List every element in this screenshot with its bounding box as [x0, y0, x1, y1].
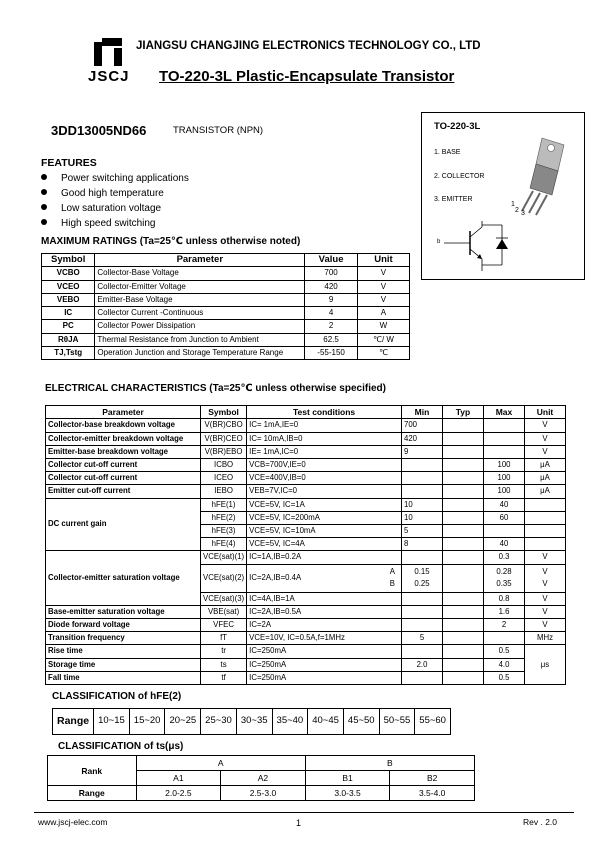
classification-ts-heading: CLASSIFICATION of ts(μs): [58, 741, 184, 752]
transistor-symbol-icon: [442, 221, 552, 273]
table-row: Collector-base breakdown voltage V(BR)CBO IC= 1mA,IE=0 700 V: [46, 419, 566, 432]
table-row: VCE(sat)(3) IC=4A,IB=1A 0.8 V: [46, 592, 566, 605]
pin-number-3: 3: [521, 210, 525, 217]
table-row: TJ,Tstg Operation Junction and Storage Temperature Range -55-150 ℃: [42, 347, 410, 360]
table-row: Collector-emitter breakdown voltage V(BR)CEO IC= 10mA,IB=0 420 V: [46, 432, 566, 445]
base-terminal-label: b: [437, 239, 441, 245]
footer-url: www.jscj-elec.com: [38, 817, 108, 827]
part-number: 3DD13005ND66: [51, 123, 147, 138]
table-row: Storage time ts IC=250mA 2.0 4.0: [46, 658, 566, 671]
pin-collector: 2. COLLECTOR: [434, 173, 485, 180]
table-row: Collector cut-off current ICEO VCE=400V,IB=0 100 μA: [46, 472, 566, 485]
table-row: PC Collector Power Dissipation 2 W: [42, 320, 410, 333]
pin-emitter: 3. EMITTER: [434, 196, 473, 203]
table-row: Transition frequency fT VCE=10V, IC=0.5A,f=1MHz 5 MHz: [46, 632, 566, 645]
footer-revision: Rev . 2.0: [523, 817, 558, 827]
feature-item: High speed switching: [41, 218, 156, 229]
table-row: Emitter cut-off current IEBO VEB=7V,IC=0 100 μA: [46, 485, 566, 498]
company-logo: [88, 40, 130, 90]
table-row: Base-emitter saturation voltage VBE(sat) IC=2A,IB=0.5A 1.6 V: [46, 605, 566, 618]
electrical-heading: ELECTRICAL CHARACTERISTICS (Ta=25℃ unless otherwise specified): [45, 383, 386, 394]
package-drawing-icon: [502, 133, 582, 223]
table-row: VEBO Emitter-Base Voltage 9 V: [42, 293, 410, 306]
table-row: Rise time tr IC=250mA 0.5 μs: [46, 645, 566, 658]
feature-item: Power switching applications: [41, 173, 189, 184]
part-type: TRANSISTOR (NPN): [173, 125, 264, 136]
table-row: RθJA Thermal Resistance from Junction to Ambient 62.5 ℃/ W: [42, 333, 410, 346]
table-row: A1 A2 B1 B2: [48, 771, 475, 786]
table-row: Collector-emitter saturation voltage VCE(sat)(1) IC=1A,IB=0.2A 0.3 V: [46, 551, 566, 564]
feature-item: Low saturation voltage: [41, 203, 161, 214]
electrical-table: Parameter Symbol Test conditions Min Typ Max Unit Collector-base breakdown voltage V(BR)CBO IC= 1mA,IE=0 700 V Collector-emitter breakdown voltage V(BR)CEO IC= 10mA,IB=0 420 V Emitter-base breakdown voltage V(BR)EBO IE= 1mA,IC=0 9 V Collector cut-off current ICBO VCB=700V,IE=0 100 μA Collector cut-off current ICEO VCE=400V,IB=0 100 μA Emitter cut-off current IEBO VEB=7V,IC=0 100 μA DC current gain hFE(1) VCE=5V, IC=1A 10 40 hFE(2) VCE=5V, IC=200mA 10 60 hFE(3) VCE=5V, IC=10mA 5 hFE(4) VCE=5V, IC=4A 8 40 Collector-emitter saturation voltage VCE(sat)(1) IC=1A,IB=0.2A 0.3 V VCE(sat)(2) IC=2A,IB=0.4A A B 0.15 0.25 0.28 0.35 V V VCE(sat)(3) IC=4A,IB=1A 0.8 V Base-emitter saturation voltage VBE(sat) IC=2A,IB=0.5A 1.6 V Diode forward voltage VFEC IC=2A 2 V Transition frequency fT VCE=10V, IC=0.5A,f=1MHz 5 MHz Rise time tr IC=250mA 0.5 μs Storage time ts IC=250mA 2.0 4.0 Fall time tf IC=250mA 0.5: [45, 405, 566, 685]
classification-ts-table: [47, 755, 475, 801]
package-title: TO-220-3L: [434, 121, 481, 132]
table-row: Range 10~15 15~20 20~25 25~30 30~35 35~40 40~45 45~50 50~55 55~60: [53, 709, 451, 735]
table-row: Range 2.0-2.5 2.5-3.0 3.0-3.5 3.5-4.0: [48, 786, 475, 801]
company-name: JIANGSU CHANGJING ELECTRONICS TECHNOLOGY CO., LTD: [136, 40, 481, 52]
table-row: hFE(3) VCE=5V, IC=10mA 5: [46, 524, 566, 537]
table-row: hFE(2) VCE=5V, IC=200mA 10 60: [46, 511, 566, 524]
table-row: hFE(4) VCE=5V, IC=4A 8 40: [46, 538, 566, 551]
table-row: IC Collector Current -Continuous 4 A: [42, 307, 410, 320]
table-row: DC current gain hFE(1) VCE=5V, IC=1A 10 40: [46, 498, 566, 511]
table-row: VCEO Collector-Emitter Voltage 420 V: [42, 280, 410, 293]
table-row: Collector cut-off current ICBO VCB=700V,IE=0 100 μA: [46, 458, 566, 471]
max-ratings-table: Symbol Parameter Value Unit VCBO Collector-Base Voltage 700 V VCEO Collector-Emitter Voltage 420 V VEBO Emitter-Base Voltage 9 V IC Collector Current -Continuous 4 A PC Collector Power Dissipation 2 W RθJA Thermal Resistance from Junction to Ambient 62.5 ℃/ W TJ,Tstg Operation Junction and Storage Temperature Range -55-150 ℃: [41, 253, 410, 360]
pin-number-1: 1: [511, 201, 515, 208]
features-heading: FEATURES: [41, 157, 97, 169]
footer-divider: [34, 812, 574, 813]
pin-number-2: 2: [515, 207, 519, 214]
classification-hfe-heading: CLASSIFICATION of hFE(2): [52, 691, 182, 702]
product-title: TO-220-3L Plastic-Encapsulate Transistor: [159, 68, 455, 85]
table-row: Emitter-base breakdown voltage V(BR)EBO IE= 1mA,IC=0 9 V: [46, 445, 566, 458]
table-row: VCE(sat)(2) IC=2A,IB=0.4A A B 0.15 0.25 0.28 0.35 V V: [46, 564, 566, 592]
table-row: Rank A B: [48, 756, 475, 771]
table-row: VCBO Collector-Base Voltage 700 V: [42, 267, 410, 280]
table-row: Diode forward voltage VFEC IC=2A 2 V: [46, 618, 566, 631]
table-row: Fall time tf IC=250mA 0.5: [46, 671, 566, 684]
feature-item: Good high temperature: [41, 188, 164, 199]
max-ratings-heading: MAXIMUM RATINGS (Ta=25℃ unless otherwise noted): [41, 236, 301, 247]
classification-hfe-table: [52, 708, 451, 735]
package-box: [421, 112, 585, 280]
logo-text: JSCJ: [88, 68, 130, 85]
footer-page-number: 1: [296, 818, 302, 828]
pin-base: 1. BASE: [434, 149, 461, 156]
